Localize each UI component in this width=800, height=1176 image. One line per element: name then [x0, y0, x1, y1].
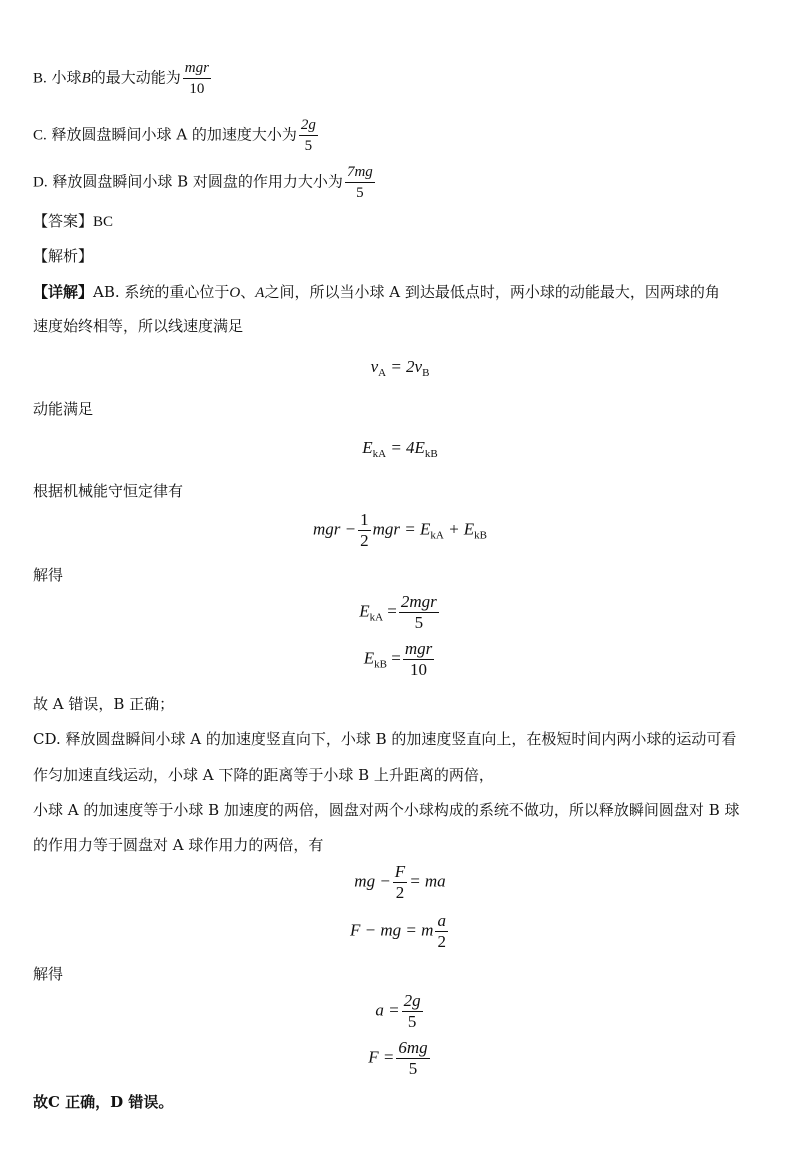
- eq3-a: mgr −: [312, 519, 357, 539]
- eq6-den: 2: [395, 883, 405, 902]
- answer-value: BC: [93, 214, 114, 230]
- text-solve-2: 解得: [33, 965, 64, 983]
- eq3-num: 1: [360, 510, 369, 529]
- cd-line-4: 的作用力等于圆盘对 A 球作用力的两倍，有: [33, 836, 324, 854]
- eq4-fraction: [399, 592, 439, 633]
- cd-line-2: 作匀加速直线运动，小球 A 下降的距离等于小球 B 上升距离的两倍，: [33, 766, 494, 784]
- eq5-num: mgr: [404, 639, 433, 658]
- eq5-lhs-sub: kB: [374, 658, 387, 671]
- option-b-ball: B: [81, 70, 91, 87]
- eq1-rhs: = 2v: [390, 357, 423, 376]
- detail-line1-a: AB. 系统的重心位于: [93, 283, 230, 301]
- eq1-lhs-sub: A: [378, 367, 387, 379]
- eq4-eq: =: [387, 601, 397, 621]
- option-d-denominator: 5: [356, 185, 364, 201]
- detail-tag: 【详解】: [33, 283, 94, 301]
- eq5-fraction: [403, 639, 434, 680]
- eq8-fraction: [402, 991, 423, 1032]
- equation-force: [0, 1038, 800, 1079]
- option-c-numerator: 2g: [299, 115, 318, 136]
- eq3-b: mgr = E: [372, 519, 431, 539]
- eq2-lhs: E: [362, 438, 373, 457]
- option-d: [33, 162, 377, 203]
- eq7-den: 2: [437, 932, 446, 951]
- eq8-num: 2g: [403, 991, 421, 1010]
- eq3-sub2: kB: [474, 529, 488, 542]
- detail-point-a: A: [255, 285, 265, 301]
- eq9-fraction: [396, 1038, 429, 1079]
- option-d-numerator: 7mg: [345, 162, 375, 183]
- option-b-numerator: mgr: [183, 58, 211, 79]
- option-d-fraction: [345, 162, 375, 203]
- option-b-label: B.: [33, 70, 47, 87]
- text-kinetic: 动能满足: [33, 400, 94, 418]
- eq9-den: 5: [408, 1059, 418, 1078]
- eq2-rhs: = 4E: [390, 438, 425, 457]
- option-c-label: C.: [33, 127, 47, 144]
- eq3-sub1: kA: [430, 529, 444, 542]
- eq5-eq: =: [391, 648, 401, 668]
- cd-line-3: 小球 A 的加速度等于小球 B 加速度的两倍，圆盘对两个小球构成的系统不做功，所以释放瞬间圆盘对 B 球: [33, 801, 740, 819]
- eq5-lhs: E: [363, 648, 375, 668]
- equation-kinetic: [0, 438, 800, 460]
- cd-line-1: CD. 释放圆盘瞬间小球 A 的加速度竖直向下，小球 B 的加速度竖直向上，在极短时间内两小球的运动可看: [33, 730, 737, 748]
- eq2-rhs-sub: kB: [424, 448, 438, 460]
- option-d-text: 释放圆盘瞬间小球 B 对圆盘的作用力大小为: [52, 172, 343, 191]
- option-c-fraction: [299, 115, 318, 156]
- equation-force-b: [0, 911, 800, 952]
- option-b-denominator: 10: [189, 81, 205, 97]
- answer-line: [33, 212, 113, 231]
- detail-line-2: 速度始终相等，所以线速度满足: [33, 317, 244, 335]
- equation-acceleration: [0, 991, 800, 1032]
- eq4-lhs: E: [359, 601, 370, 621]
- eq6-fraction: [393, 862, 407, 903]
- option-c: [33, 115, 320, 156]
- detail-point-o: O: [229, 285, 241, 301]
- eq5-den: 10: [410, 660, 428, 679]
- text-conservation: 根据机械能守恒定律有: [33, 482, 184, 500]
- option-d-label: D.: [33, 174, 48, 191]
- eq7-a: F − mg = m: [350, 920, 434, 940]
- eq6-num: F: [394, 862, 406, 881]
- text-solve-1: 解得: [33, 566, 64, 584]
- eq7-num: a: [437, 911, 446, 930]
- option-b-text: 小球: [51, 68, 82, 87]
- eq4-num: 2mgr: [400, 592, 437, 611]
- equation-eka: [0, 592, 800, 633]
- eq2-lhs-sub: kA: [372, 448, 387, 460]
- eq7-fraction: [435, 911, 448, 952]
- analysis-tag: 【解析】: [33, 247, 94, 265]
- detail-line1-b: 之间，所以当小球 A 到达最低点时，两小球的动能最大，因两球的角: [264, 283, 720, 301]
- equation-ekb: [0, 639, 800, 680]
- equation-conservation: [0, 510, 800, 551]
- eq4-lhs-sub: kA: [369, 611, 384, 624]
- option-b-text2: 的最大动能为: [90, 68, 181, 87]
- eq6-b: = ma: [409, 871, 446, 891]
- equation-force-a: [0, 862, 800, 903]
- option-c-text: 释放圆盘瞬间小球 A 的加速度大小为: [51, 125, 297, 144]
- eq3-c: + E: [448, 519, 475, 539]
- detail-line-1: [33, 283, 720, 302]
- text-conclusion-2: 故C 正确，D 错误。: [33, 1093, 174, 1111]
- eq4-den: 5: [414, 613, 424, 632]
- equation-velocity: [0, 357, 800, 379]
- answer-tag: 【答案】: [33, 212, 94, 230]
- eq1-lhs: v: [370, 357, 379, 376]
- detail-sep: 、: [240, 283, 256, 301]
- option-b: [33, 58, 213, 99]
- option-c-denominator: 5: [304, 138, 313, 154]
- eq8-den: 5: [407, 1012, 417, 1031]
- eq3-den: 2: [360, 531, 369, 550]
- eq8-lhs: a =: [375, 1000, 400, 1020]
- option-b-fraction: [183, 58, 211, 99]
- text-conclusion-1: 故 A 错误，B 正确；: [33, 695, 175, 713]
- eq6-a: mg −: [354, 871, 391, 891]
- eq3-fraction: [358, 510, 371, 551]
- eq1-rhs-sub: B: [422, 367, 430, 379]
- eq9-lhs: F =: [368, 1047, 395, 1067]
- eq9-num: 6mg: [398, 1038, 428, 1057]
